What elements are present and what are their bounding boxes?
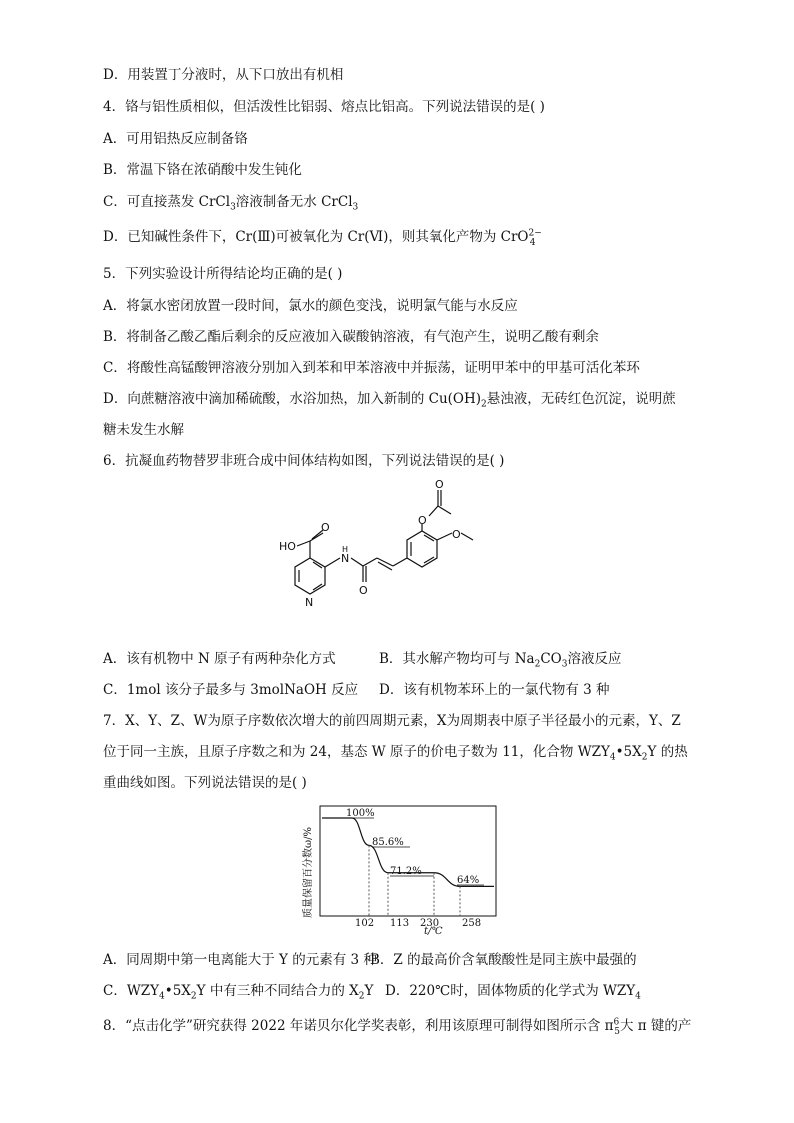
q6-option-a: A．该有机物中 N 原子有两种杂化方式: [103, 651, 336, 667]
q5-option-a: A．将氯水密闭放置一段时间，氯水的颜色变浅，说明氯气能与水反应: [103, 298, 518, 314]
label-o-ester: O: [418, 514, 427, 527]
q6-option-b: B．其水解产物均可与 $Na_2CO_3$溶液反应: [379, 651, 622, 670]
q6-stem: 6．抗凝血药物替罗非班合成中间体结构如图，下列说法错误的是( ): [103, 453, 505, 469]
q7-stem-line3: 重曲线如图。下列说法错误的是( ): [103, 775, 307, 791]
x-tick-label: 102: [355, 918, 375, 929]
q5-option-b: B．将制备乙酸乙酯后剩余的反应液加入碳酸钠溶液，有气泡产生，说明乙酸有剩余: [103, 329, 599, 345]
q4-option-d: D．已知碱性条件下，Cr(Ⅲ)可被氧化为 Cr(Ⅵ)，则其氧化产物为 CrO$^{2-}_4$: [103, 228, 542, 248]
tg-curve-chart: [292, 800, 502, 940]
chart-ylabel: 质量保留百分数ω/%: [303, 826, 314, 918]
plateau-label: 71.2%: [390, 866, 422, 877]
q4-option-a: A．可用铝热反应制备铬: [103, 131, 248, 147]
q6-option-c: C．1mol 该分子最多与 3molNaOH 反应: [103, 682, 359, 698]
q4-option-b: B．常温下铬在浓硝酸中发生钝化: [103, 162, 302, 178]
label-o-carboxyl: O: [321, 521, 330, 534]
q3-option-d: D．用装置丁分液时，从下口放出有机相: [103, 67, 344, 83]
q6-option-d: D．该有机物苯环上的一氯代物有 3 种: [379, 682, 610, 698]
q5-stem: 5．下列实验设计所得结论均正确的是( ): [103, 266, 343, 282]
q4-stem: 4．铬与铝性质相似，但活泼性比铝弱、熔点比铝高。下列说法错误的是( ): [103, 99, 545, 115]
x-tick-label: 258: [462, 918, 482, 929]
chart-frame: [320, 806, 496, 916]
label-o-amide: O: [359, 584, 368, 597]
label-n-pyridine: N: [305, 596, 314, 609]
q7-option-d: D．220℃时，固体物质的化学式为 $WZY_4$: [385, 983, 641, 1002]
plateau-label: 85.6%: [372, 837, 404, 848]
q8-stem: 8．“点击化学”研究获得 2022 年诺贝尔化学奖表彰，利用该原理可制得如图所示含 $\pi^6_5$大 π 键的产: [103, 1017, 692, 1037]
plateau-label: 64%: [457, 875, 480, 886]
q4-option-c: C．可直接蒸发 CrCl$_3$溶液制备无水 CrCl$_3$: [103, 194, 359, 213]
structure-diagram: [265, 478, 515, 638]
q7-option-c: C．$WZY_4•5X_2Y$ 中有三种不同结合力的 $X_2Y$: [103, 983, 374, 1002]
label-o-carbonyl: O: [435, 478, 444, 491]
q5-option-d-cont: 糖未发生水解: [103, 422, 184, 438]
x-tick-label: 230: [420, 918, 440, 929]
plateau-label: 100%: [346, 808, 375, 819]
label-ho: HO: [279, 540, 296, 553]
chart-xlabel: t/℃: [424, 926, 443, 937]
label-o-methoxy: O: [452, 528, 461, 541]
q5-option-d: D．向蔗糖溶液中滴加稀硫酸，水浴加热，加入新制的 $Cu(OH)_2$悬浊液，无砖红色沉淀，说明蔗: [103, 391, 676, 410]
label-n-amide: N: [341, 552, 350, 565]
q7-option-a: A．同周期中第一电离能大于 Y 的元素有 3 种: [103, 952, 377, 968]
label-h-amide: H: [342, 545, 349, 554]
q5-option-c: C．将酸性高锰酸钾溶液分别加入到苯和甲苯溶液中并振荡，证明甲苯中的甲基可活化苯环: [103, 360, 640, 376]
x-tick-label: 113: [390, 918, 410, 929]
q7-stem-line2: 位于同一主族，且原子序数之和为 24，基态 W 原子的价电子数为 11，化合物 $WZY_4•5X_2Y$ 的热: [103, 744, 688, 763]
q7-option-b: B．Z 的最高价含氧酸酸性是同主族中最强的: [370, 952, 637, 968]
q7-stem-line1: 7．X、Y、Z、W为原子序数依次增大的前四周期元素，X为周期表中原子半径最小的元素，Y、Z: [103, 713, 681, 729]
